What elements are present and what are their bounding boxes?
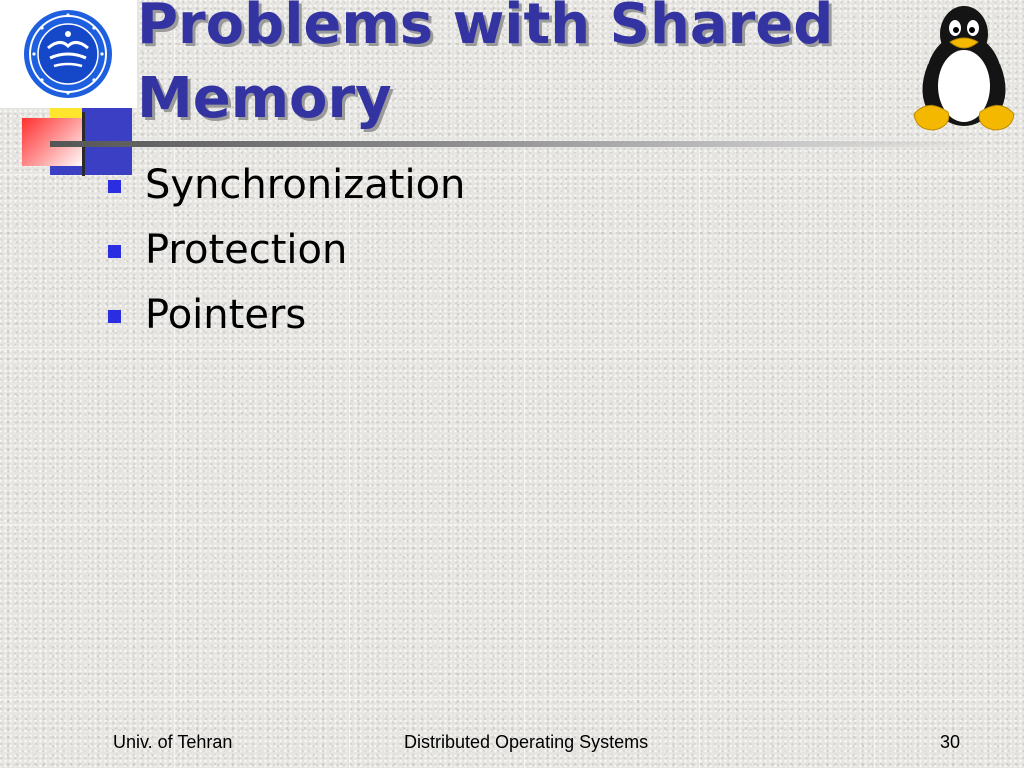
slide-number: 30: [940, 732, 961, 752]
footer-course-title: Distributed Operating Systems: [404, 732, 649, 752]
list-item: [108, 152, 465, 217]
list-item: [108, 282, 465, 347]
bullet-text: Synchronization: [145, 161, 466, 208]
square-bullet-icon: [108, 180, 121, 193]
square-bullet-icon: [108, 245, 121, 258]
university-seal-icon: [20, 8, 116, 100]
bullet-text: Protection: [145, 226, 348, 273]
bullet-list: [108, 152, 465, 347]
university-logo: [0, 0, 137, 108]
square-bullet-icon: [108, 310, 121, 323]
slide-title-line2: Memory: [137, 66, 392, 131]
bullet-text: Pointers: [145, 291, 307, 338]
tux-penguin-icon: [908, 2, 1020, 138]
title-underline: [50, 141, 972, 147]
slide-title: [137, 0, 897, 136]
list-item: [108, 217, 465, 282]
footer-institution: Univ. of Tehran: [113, 732, 233, 752]
slide-title-line1: Problems with Shared: [137, 0, 834, 57]
